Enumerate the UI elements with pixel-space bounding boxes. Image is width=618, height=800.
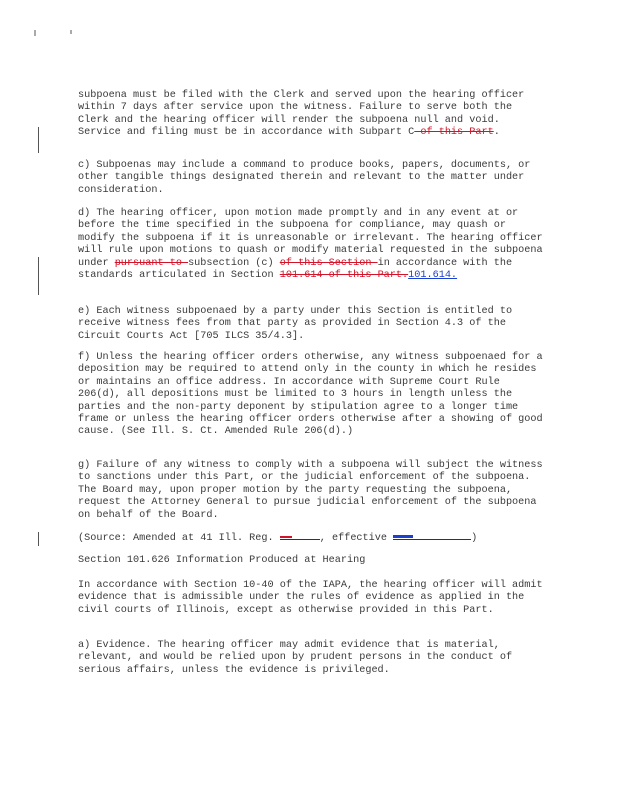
paragraph-text: subpoena must be filed with the Clerk and served upon the hearing officer within 7 days after service upon the witness. Failure to serve both the Clerk and the hearing officer will render the subpoena null and void. Service and filing must be in accordance with Subpart C (78, 90, 525, 139)
paragraph-b-continued (78, 90, 548, 140)
paragraph-text: . (493, 127, 500, 139)
inserted-text: 101.614. (408, 270, 458, 282)
paragraph-d (78, 208, 548, 282)
source-note (78, 533, 548, 545)
source-text: (Source: Amended at 41 Ill. Reg. (78, 533, 280, 544)
intro-paragraph: In accordance with Section 10-40 of the IAPA, the hearing officer will admit evidence that is admissible under the rules of evidence as applied in the civil courts of Illinois, except as otherwise provided in this Part. (78, 580, 543, 616)
source-text: ) (471, 533, 478, 544)
revision-bar (38, 127, 39, 153)
section-heading: Section 101.626 Information Produced at Hearing (78, 555, 366, 566)
blank-line (393, 539, 471, 540)
scan-mark (34, 30, 36, 36)
deleted-text: of this Section (279, 257, 378, 269)
paragraph-e: e) Each witness subpoenaed by a party under this Section is entitled to receive witness fees from that party as provided in Section 4.3 of the Circuit Courts Act [705 ILCS 35/4.3]. (78, 306, 513, 342)
deleted-text: pursuant to (114, 257, 189, 269)
blank-line (280, 539, 320, 540)
paragraph-text: d) The hearing officer, upon motion made promptly and in any event at or before the time specified in the subpoena for compliance, may quash or modify the subpoena if it is unreasonable or irrelevant. The hearing officer will rule upon motions to quash or modify material requested in the subpoena under (78, 208, 543, 269)
deleted-text: 101.614 of this Part. (279, 270, 409, 282)
paragraph-g: g) Failure of any witness to comply with a subpoena will subject the witness to sanctions under this Part, or the judicial enforcement of the subpoena. The Board may, upon proper motion by the party requesting the subpoena, request the Attorney General to pursue judicial enforcement of the subpoena on behalf of the Board. (78, 460, 543, 521)
revision-bar (38, 532, 39, 546)
scan-mark (70, 30, 72, 34)
paragraph-a-evidence: a) Evidence. The hearing officer may admit evidence that is material, relevant, and would be relied upon by prudent persons in the conduct of serious affairs, unless the evidence is privileged. (78, 640, 513, 676)
paragraph-text: subsection (c) (188, 257, 280, 269)
revision-bar (38, 257, 39, 295)
deleted-text: of this Part (414, 127, 494, 139)
paragraph-f: f) Unless the hearing officer orders otherwise, any witness subpoenaed for a deposition may be required to attend only in the county in which he resides or maintains an office address. In accordance with Supreme Court Rule 206(d), all depositions must be limited to 3 hours in length unless the parties and the non-party deponent by stipulation agree to a longer time frame or unless the hearing officer orders otherwise after a showing of good cause. (See Ill. S. Ct. Amended Rule 206(d).) (78, 352, 543, 438)
paragraph-text: in accordance with the standards articulated in Section (78, 257, 513, 282)
source-text: , effective (319, 533, 394, 544)
paragraph-c: c) Subpoenas may include a command to produce books, papers, documents, or other tangible things designated therein and relevant to the matter under consideration. (78, 160, 531, 196)
